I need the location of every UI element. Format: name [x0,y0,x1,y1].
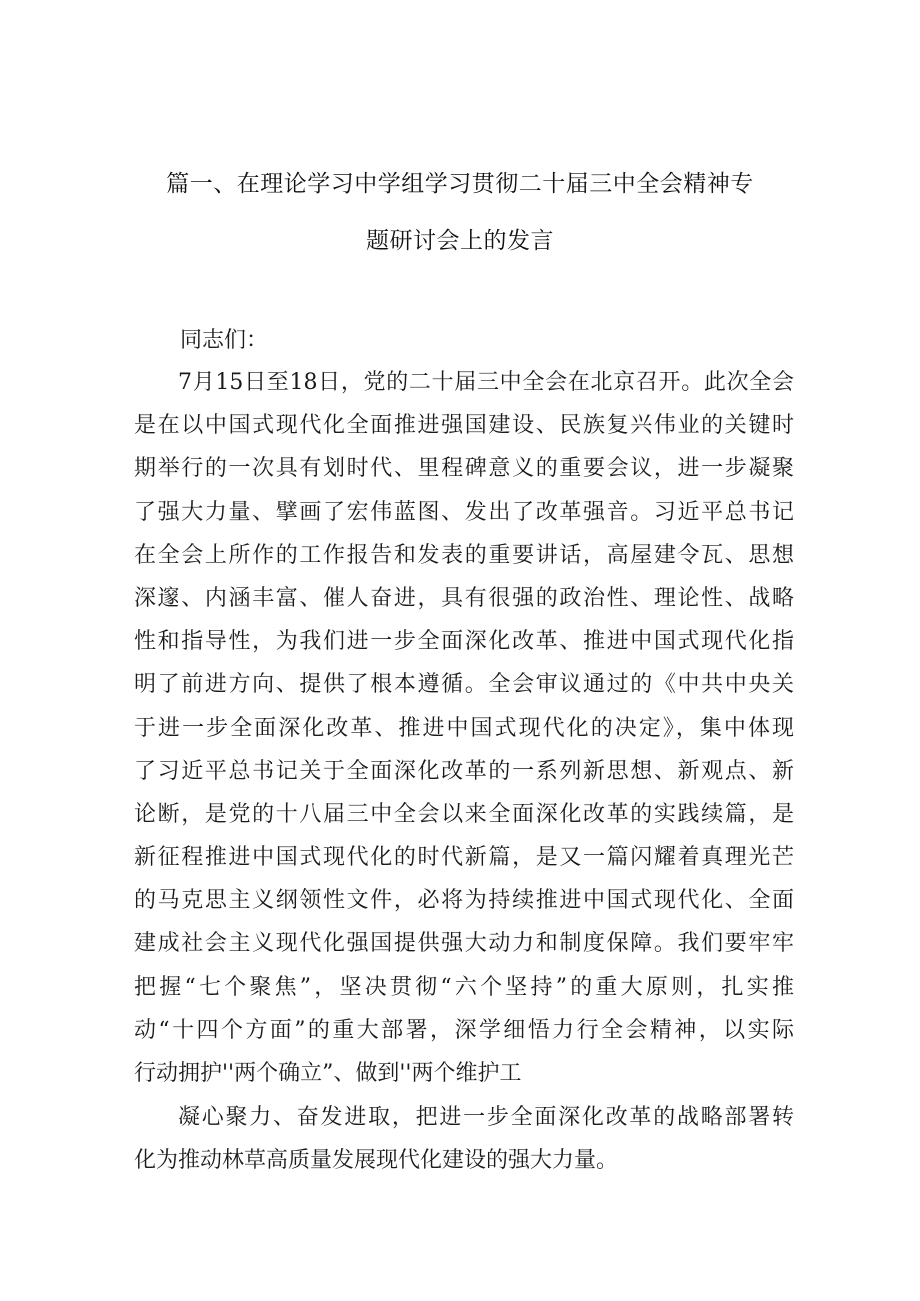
paragraph-1-line: 在全会上所作的工作报告和发表的重要讲话，高屋建令瓦、思想 [134,542,794,568]
salutation: 同志们： [180,328,269,353]
paragraph-1-line: 期举行的一次具有划时代、里程碑意义的重要会议，进一步凝聚 [134,456,794,482]
paragraph-1-line: 性和指导性，为我们进一步全面深化改革、推进中国式现代化指 [134,629,794,655]
paragraph-1-line: 深邃、内涵丰富、催人奋进，具有很强的政治性、理论性、战略 [134,585,794,611]
paragraph-1-line: 新征程推进中国式现代化的时代新篇，是又一篇闪耀着真理光芒 [134,845,794,871]
document-title-line-2: 题研讨会上的发言 [366,228,554,254]
paragraph-2 [134,1096,794,1182]
paragraph-1-line: 了强大力量、擘画了宏伟蓝图、发出了改革强音。习近平总书记 [134,499,794,525]
paragraph-1 [134,361,794,1095]
paragraph-1-line: 行动拥护''两个确立”、做到''两个维护工 [134,1061,522,1086]
paragraph-1-line: 了习近平总书记关于全面深化改革的一系列新思想、新观点、新 [134,758,794,784]
paragraph-2-line: 化为推动林草高质量发展现代化建设的强大力量。 [134,1148,619,1174]
paragraph-1-line: 论断，是党的十八届三中全会以来全面深化改革的实践续篇，是 [134,801,794,827]
paragraph-2-line: 凝心聚力、奋发进取，把进一步全面深化改革的战略部署转 [178,1105,794,1130]
paragraph-1-line: 7月15日至18日，党的二十届三中全会在北京召开。此次全会 [178,370,794,395]
paragraph-1-line: 把握“七个聚焦”，坚决贯彻“六个坚持”的重大原则，扎实推 [134,974,794,1000]
paragraph-1-line: 建成社会主义现代化强国提供强大动力和制度保障。我们要牢牢 [134,931,794,957]
document-title-line-1: 篇一、在理论学习中学组学习贯彻二十届三中全会精神专 [166,171,754,197]
paragraph-1-line: 是在以中国式现代化全面推进强国建设、民族复兴伟业的关键时 [134,413,794,439]
paragraph-1-line: 动“十四个方面”的重大部署，深学细悟力行全会精神，以实际 [134,1017,794,1043]
paragraph-1-line: 于进一步全面深化改革、推进中国式现代化的决定》，集中体现 [134,715,794,741]
paragraph-1-line: 明了前进方向、提供了根本遵循。全会审议通过的《中共中央关 [134,672,794,698]
paragraph-1-line: 的马克思主义纲领性文件，必将为持续推进中国式现代化、全面 [134,888,794,914]
